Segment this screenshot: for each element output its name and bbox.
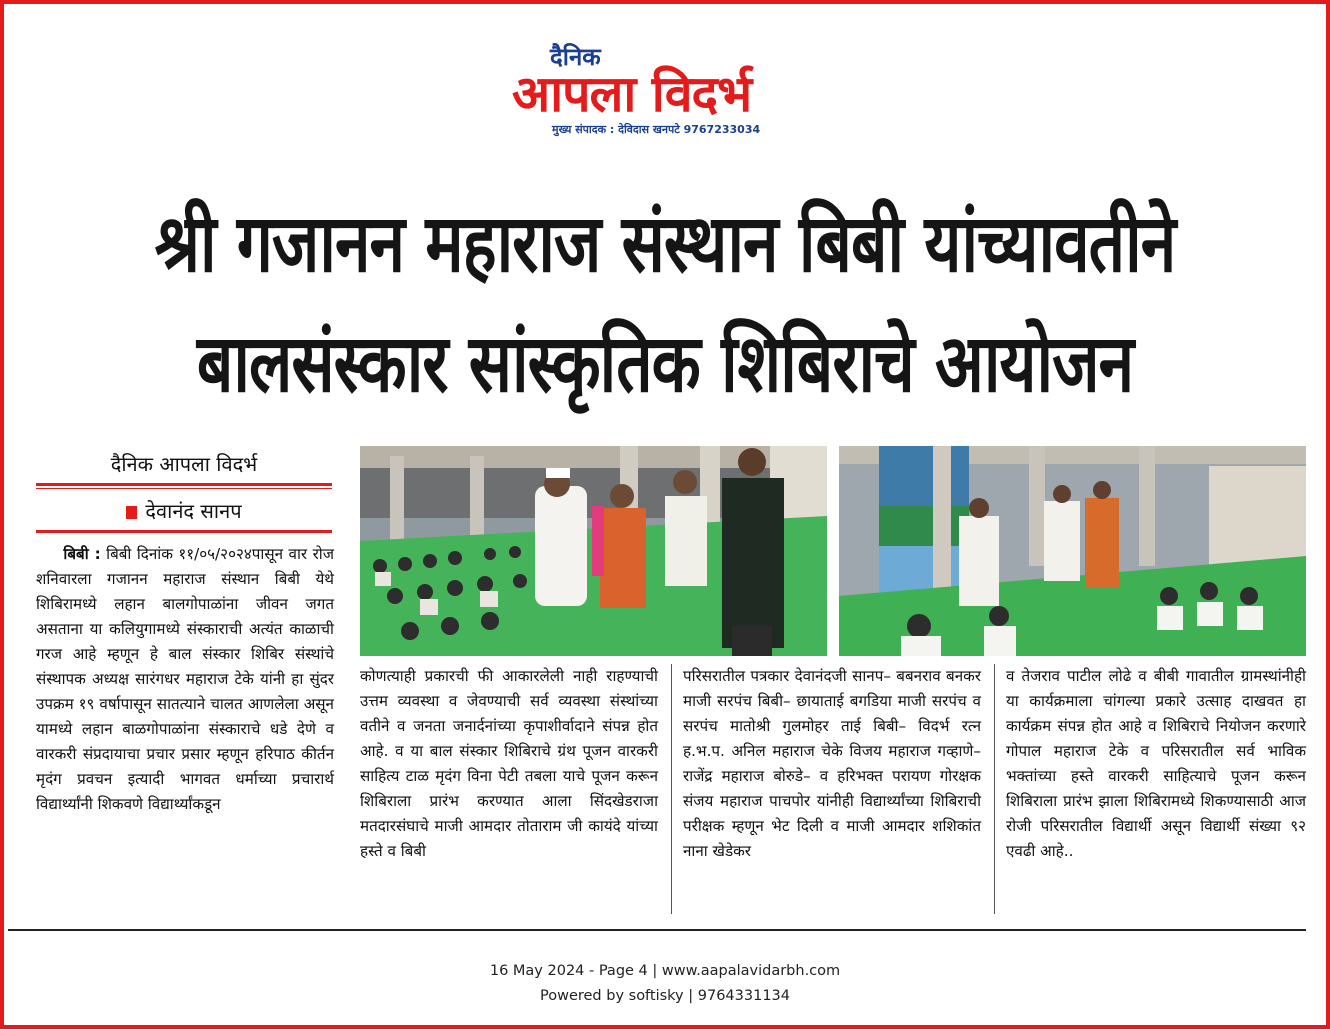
bottom-divider [8,929,1306,931]
column-divider [994,664,995,914]
masthead-small-title: दैनिक [550,43,601,71]
masthead-title: आपला विदर्भ [512,65,752,123]
byline-box [36,444,332,533]
byline-author [36,489,332,533]
article-photo-children [839,446,1306,656]
byline-paper-name: दैनिक आपला विदर्भ [36,444,332,486]
byline-author-name: देवानंद सानप [145,499,242,523]
headline-line-1: श्री गजानन महाराज संस्थान बिबी यांच्यावतीने [154,198,1176,291]
article-column-2: कोणत्याही प्रकारची फी आकारलेली नाही राहण्याची उत्तम व्यवस्था व जेवण्याची सर्व व्यवस्था संस्थांच्या वतीने व जनता जनार्दनांच्या कृपाशीर्वादाने संपन्न होत आहे. व या बाल संस्कार शिबिराचे ग्रंथ पूजन वारकरी साहित्य टाळ मृदंग विना पेटी तबला याचे पूजन करून शिबिराला प्रारंभ करण्यात आला सिंदखेडराजा मतदारसंघाचे माजी आमदार तोताराम जी कायंदे यांच्या हस्ते व बिबी [360,667,658,860]
article-dateline: बिबी : [63,545,101,563]
footer-powered-by: Powered by softisky | 9764331134 [539,988,790,1004]
footer-date-page-site: 16 May 2024 - Page 4 | www.aapalavidarbh.com [489,963,841,979]
article-column-3: परिसरातील पत्रकार देवानंदजी सानप– बबनराव बनकर माजी सरपंच बिबी– छायाताई बगडिया माजी सरपंच व सरपंच मातोश्री गुलमोहर ताई बिबी– विदर्भ रत्न ह.भ.प. अनिल महाराज चेके विजय महाराज गव्हाणे– राजेंद्र महाराज बोरुडे– व हरिभक्त परायण गोरक्षक संजय महाराज पाचपोर यांनीही विद्यार्थ्यांच्या शिबिराची परीक्षक म्हणून भेट दिली व माजी आमदार शशिकांत नाना खेडेकर [683,667,981,860]
column-divider [671,664,672,914]
red-square-icon [126,506,137,519]
article-column-1 [36,542,334,817]
headline-line-2: बालसंस्कार सांस्कृतिक शिबिराचे आयोजन [196,318,1134,411]
masthead-editor-line: मुख्य संपादक : देविदास खनपटे 9767233034 [552,123,761,136]
article-photo-ceremony [360,446,827,656]
masthead [500,38,840,138]
article-column-1-text: बिबी दिनांक ११/०५/२०२४पासून वार रोज शनिवारला गजानन महाराज संस्थान बिबी येथे शिबिरामध्ये लहान बालगोपाळांना जीवन जगत असताना या कलियुगामध्ये संस्काराची अत्यंत काळाची गरज आहे म्हणून हे बाल संस्कार शिबिर संस्थांचे संस्थापक अध्यक्ष सारंगधर महाराज टेके यांनी हा सुंदर उपक्रम १९ वर्षापासून सातत्याने चालत आणलेला असून यामध्ये लहान बाळगोपाळांना संस्काराचे धडे देणे व वारकरी संप्रदायाचा प्रचार प्रसार म्हणून हरिपाठ कीर्तन मृदंग प्रवचन इत्यादी भागवत धर्माच्या प्रचारार्थ विद्यार्थ्यांनी शिकवणे विद्यार्थ्यांकडून [36,545,334,813]
article-column-4: व तेजराव पाटील लोढे व बीबी गावातील ग्रामस्थांनीही या कार्यक्रमाला चांगल्या प्रकारे उत्साह दाखवत हा कार्यक्रम संपन्न होत आहे व शिबिराचे नियोजन करणारे गोपाल महाराज टेके व परिसरातील सर्व भाविक भक्तांच्या हस्ते वारकरी साहित्याचे पूजन करून शिबिराला प्रारंभ झाला शिबिरामध्ये शिकण्यासाठी आज रोजी परिसरातील विद्यार्थी असून विद्यार्थी संख्या ९२ एवढी आहे.. [1006,667,1306,860]
